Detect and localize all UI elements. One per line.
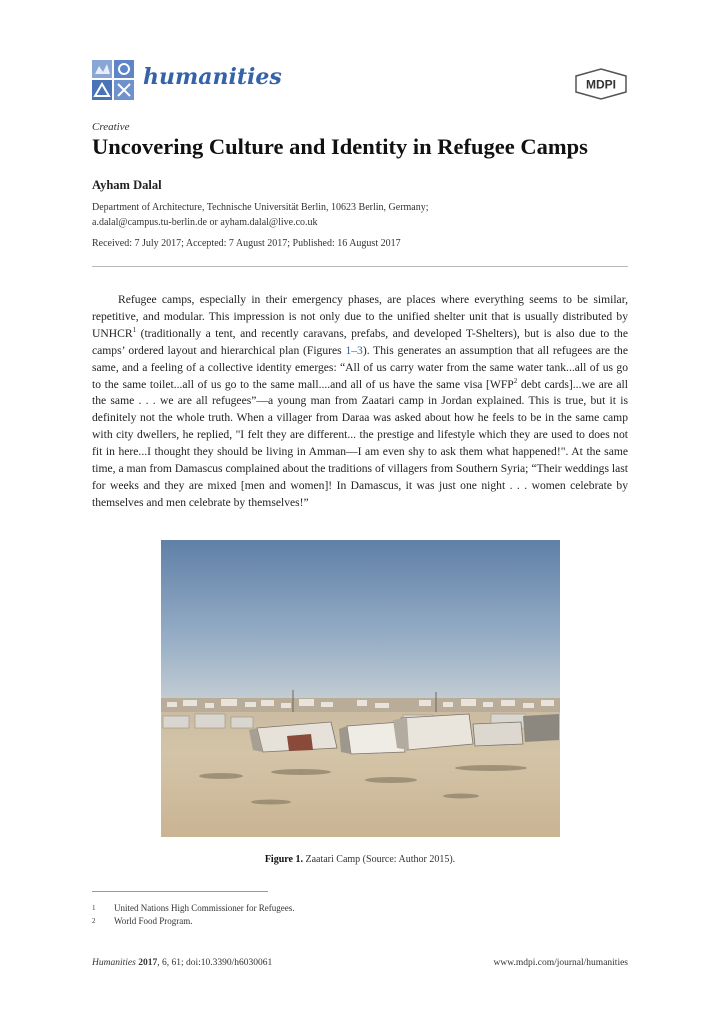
author-affiliation [92,201,429,230]
figure-reference-link[interactable]: 1–3 [345,343,363,357]
publication-dates: Received: 7 July 2017; Accepted: 7 August 2017; Published: 16 August 2017 [92,238,401,249]
footnote-number: 2 [92,916,96,925]
page-footer [92,958,628,968]
publisher-name: MDPI [586,77,616,92]
footnotes [92,902,492,927]
journal-logo-icon [91,58,135,102]
body-text-segment: debt cards]...we are all the same . . . we are all refugees”—a young man from Zaatari camp in Jordan explained. This is true, but it is definitely not the whole truth. When a villager from Daraa was asked about how he feels to be in the same camp with city dwellers, he replied, "I felt they are different... the prestige and lifestyle which they are used to does not fit in here...I thought they should be living in Amman—I am even shy to ask them what happened!". At the same time, a man from Damascus complained about the traditions of villagers from Southern Syria; “Their weddings last for weeks and they are mixed [men and women]! In Damascus, it was just one night . . . women celebrate by themselves and men celebrate by themselves!” [92,377,628,509]
figure-caption-text: Zaatari Camp (Source: Author 2015). [302,854,456,865]
body-text-segment: (traditionally a tent, and recently caravans, prefabs, and developed T-Shelters), but is also due to the camps’ ordered layout and hierarchical plan (Figures [92,326,628,357]
body-text-segment: ). This generates an assumption that all refugees are the same, and a feeling of a collective identity emerges: “All of us carry water from the same water tank...all of us go to the same toilet...all of us go to the same mall....and all of us have the same visa [WFP [92,343,628,391]
footnote-marker[interactable]: 2 [513,376,518,385]
footer-citation: , 6, 61; doi:10.3390/h6030061 [157,958,273,968]
footer-year: 2017 [135,958,158,968]
figure-photo [161,540,560,837]
body-text-segment: Refugee camps, especially in their emergency phases, are places where everything seems to be similar, repetitive, and modular. This impression is not only due to the unified shelter unit that is usually distributed by UNHCR [92,293,628,340]
affiliation-line: Department of Architecture, Technische Universität Berlin, 10623 Berlin, Germany; [92,202,429,213]
author-name: Ayham Dalal [92,178,162,192]
footer-journal: Humanities [92,958,136,968]
journal-name: humanities [143,64,282,90]
header-divider [92,266,628,267]
figure-caption [0,854,720,865]
footnote-item [92,902,492,915]
footnote-number: 1 [92,904,96,912]
journal-url-link[interactable]: www.mdpi.com/journal/humanities [493,958,628,968]
body-paragraph [92,292,628,512]
article-title: Uncovering Culture and Identity in Refugee Camps [92,134,588,159]
figure-label: Figure 1. [264,854,303,865]
footnote-item [92,915,492,928]
footnote-divider [92,891,268,892]
article-type: Creative [92,121,130,133]
citation-line [92,958,272,968]
footnote-text: United Nations High Commissioner for Refugees. [114,903,295,913]
footnote-marker[interactable]: 1 [132,325,137,334]
author-emails[interactable]: a.dalal@campus.tu-berlin.de or ayham.dalal@live.co.uk [92,216,318,228]
footnote-text: World Food Program. [114,915,193,926]
mdpi-logo-icon [574,68,628,100]
